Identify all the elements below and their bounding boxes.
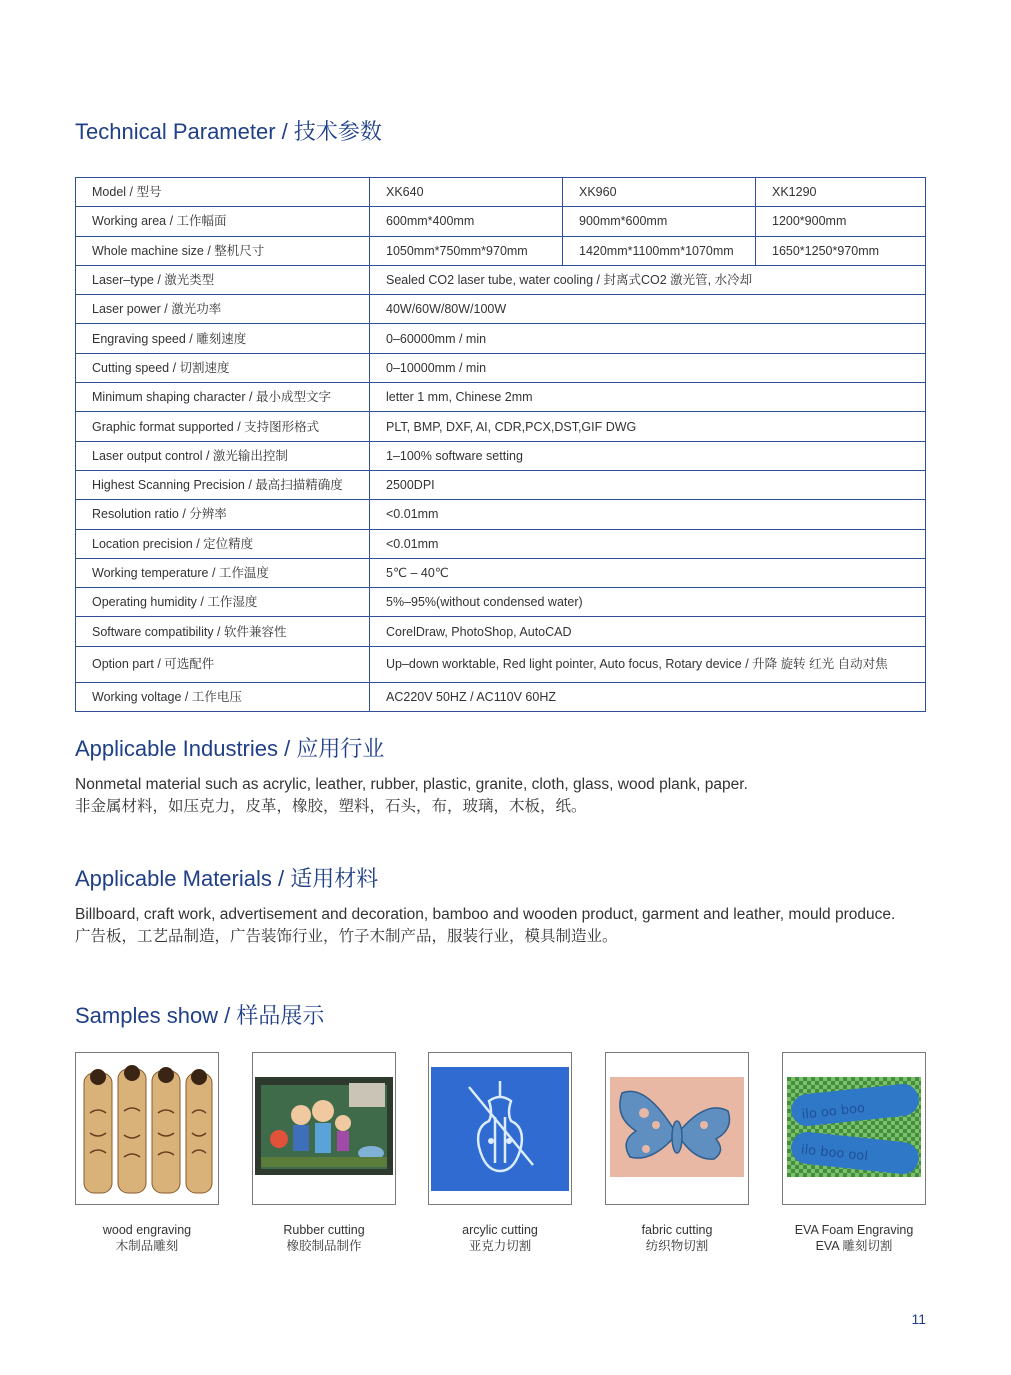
spec-label: Working temperature / 工作温度 — [76, 558, 370, 587]
spec-row — [76, 236, 926, 265]
spec-label: Highest Scanning Precision / 最高扫描精确度 — [76, 470, 370, 499]
spec-table — [75, 177, 926, 712]
spec-row — [76, 470, 926, 499]
spec-value: 5%–95%(without condensed water) — [370, 588, 926, 617]
sample-caption — [605, 1222, 749, 1254]
spec-value: letter 1 mm, Chinese 2mm — [370, 383, 926, 412]
spec-value: 0–10000mm / min — [370, 353, 926, 382]
sample-fabric-cutting — [605, 1052, 749, 1254]
spec-label: Working area / 工作幅面 — [76, 207, 370, 236]
industries-text-en: Nonmetal material such as acrylic, leather, rubber, plastic, granite, cloth, glass, wood plank, paper. — [75, 776, 748, 793]
spec-value: 0–60000mm / min — [370, 324, 926, 353]
tech-parameter-heading: Technical Parameter / 技术参数 — [75, 119, 382, 144]
samples-heading: Samples show / 样品展示 — [75, 1003, 325, 1028]
spec-label: Operating humidity / 工作湿度 — [76, 588, 370, 617]
spec-label: Cutting speed / 切割速度 — [76, 353, 370, 382]
sample-photo-frame — [782, 1052, 926, 1205]
samples-gallery — [75, 1052, 926, 1262]
spec-value: 1050mm*750mm*970mm — [370, 236, 563, 265]
sample-caption-en: arcylic cutting — [462, 1223, 538, 1237]
spec-row — [76, 178, 926, 207]
spec-label: Laser–type / 激光类型 — [76, 265, 370, 294]
spec-row — [76, 588, 926, 617]
eva-engraved-text-bottom: ilo boo ool — [800, 1142, 869, 1165]
materials-text — [75, 904, 926, 948]
spec-row — [76, 324, 926, 353]
spec-value: 1200*900mm — [756, 207, 926, 236]
spec-row — [76, 383, 926, 412]
spec-label: Laser power / 激光功率 — [76, 295, 370, 324]
sample-caption — [252, 1222, 396, 1254]
sample-caption-en: Rubber cutting — [283, 1223, 365, 1237]
wood-engraving-photo — [76, 1053, 218, 1204]
industries-text-zh: 非金属材料，如压克力，皮革，橡胶，塑料，石头，布，玻璃，木板，纸。 — [75, 798, 587, 815]
spec-label: Graphic format supported / 支持图形格式 — [76, 412, 370, 441]
spec-row — [76, 207, 926, 236]
spec-value: XK1290 — [756, 178, 926, 207]
industries-heading: Applicable Industries / 应用行业 — [75, 736, 385, 761]
page-number: 11 — [911, 1311, 926, 1327]
spec-row — [76, 558, 926, 587]
sample-caption-zh: 橡胶制品制作 — [286, 1239, 362, 1253]
spec-label: Minimum shaping character / 最小成型文字 — [76, 383, 370, 412]
spec-value: PLT, BMP, DXF, AI, CDR,PCX,DST,GIF DWG — [370, 412, 926, 441]
materials-text-en: Billboard, craft work, advertisement and decoration, bamboo and wooden product, garment and leather, mould produce. — [75, 906, 896, 923]
spec-label: Model / 型号 — [76, 178, 370, 207]
spec-value: 900mm*600mm — [563, 207, 756, 236]
spec-label: Laser output control / 激光输出控制 — [76, 441, 370, 470]
sample-caption-zh: 木制品雕刻 — [115, 1239, 179, 1253]
sample-eva-foam — [782, 1052, 926, 1254]
spec-value: CorelDraw, PhotoShop, AutoCAD — [370, 617, 926, 646]
sample-photo-frame — [605, 1052, 749, 1205]
spec-row — [76, 682, 926, 711]
spec-value: AC220V 50HZ / AC110V 60HZ — [370, 682, 926, 711]
spec-row — [76, 500, 926, 529]
rubber-cutting-photo — [253, 1053, 395, 1204]
industries-text — [75, 774, 926, 818]
spec-row — [76, 529, 926, 558]
spec-value: 600mm*400mm — [370, 207, 563, 236]
spec-value: XK640 — [370, 178, 563, 207]
sample-caption-en: wood engraving — [102, 1223, 192, 1237]
spec-row — [76, 646, 926, 682]
spec-value: 1–100% software setting — [370, 441, 926, 470]
sample-caption-zh: 纺织物切割 — [645, 1239, 709, 1253]
spec-value: 1420mm*1100mm*1070mm — [563, 236, 756, 265]
eva-engraved-text-top: ilo oo boo — [800, 1101, 866, 1123]
spec-label: Engraving speed / 雕刻速度 — [76, 324, 370, 353]
sample-caption — [782, 1222, 926, 1254]
spec-row — [76, 295, 926, 324]
sample-caption-en: fabric cutting — [641, 1223, 713, 1237]
spec-label: Location precision / 定位精度 — [76, 529, 370, 558]
materials-heading: Applicable Materials / 适用材料 — [75, 866, 379, 891]
spec-value: 40W/60W/80W/100W — [370, 295, 926, 324]
spec-value: 5℃ – 40℃ — [370, 558, 926, 587]
sample-caption — [75, 1222, 219, 1254]
eva-foam-photo — [783, 1053, 925, 1204]
sample-wood-engraving — [75, 1052, 219, 1254]
spec-row — [76, 265, 926, 294]
acrylic-violin-photo — [429, 1053, 571, 1204]
spec-label: Resolution ratio / 分辨率 — [76, 500, 370, 529]
spec-row — [76, 617, 926, 646]
spec-row — [76, 412, 926, 441]
spec-value: 2500DPI — [370, 470, 926, 499]
materials-text-zh: 广告板，工艺品制造，广告装饰行业，竹子木制产品，服装行业，模具制造业。 — [75, 928, 618, 945]
sample-photo-frame — [75, 1052, 219, 1205]
spec-label: Option part / 可选配件 — [76, 646, 370, 682]
spec-label: Whole machine size / 整机尺寸 — [76, 236, 370, 265]
spec-value: 1650*1250*970mm — [756, 236, 926, 265]
sample-rubber-cutting — [252, 1052, 396, 1254]
spec-label: Software compatibility / 软件兼容性 — [76, 617, 370, 646]
sample-photo-frame — [428, 1052, 572, 1205]
sample-acrylic-cutting — [428, 1052, 572, 1254]
spec-value: <0.01mm — [370, 529, 926, 558]
spec-value: Up–down worktable, Red light pointer, Auto focus, Rotary device / 升降 旋转 红光 自动对焦 — [370, 646, 926, 682]
spec-row — [76, 441, 926, 470]
sample-caption-zh: 亚克力切割 — [468, 1239, 532, 1253]
sample-caption-en: EVA Foam Engraving — [794, 1223, 914, 1237]
spec-value: Sealed CO2 laser tube, water cooling / 封离式CO2 激光管, 水冷却 — [370, 265, 926, 294]
sample-caption-zh: EVA 雕刻切割 — [815, 1239, 893, 1253]
sample-caption — [428, 1222, 572, 1254]
spec-label: Working voltage / 工作电压 — [76, 682, 370, 711]
sample-photo-frame — [252, 1052, 396, 1205]
spec-row — [76, 353, 926, 382]
fabric-butterfly-photo — [606, 1053, 748, 1204]
spec-value: XK960 — [563, 178, 756, 207]
spec-value: <0.01mm — [370, 500, 926, 529]
